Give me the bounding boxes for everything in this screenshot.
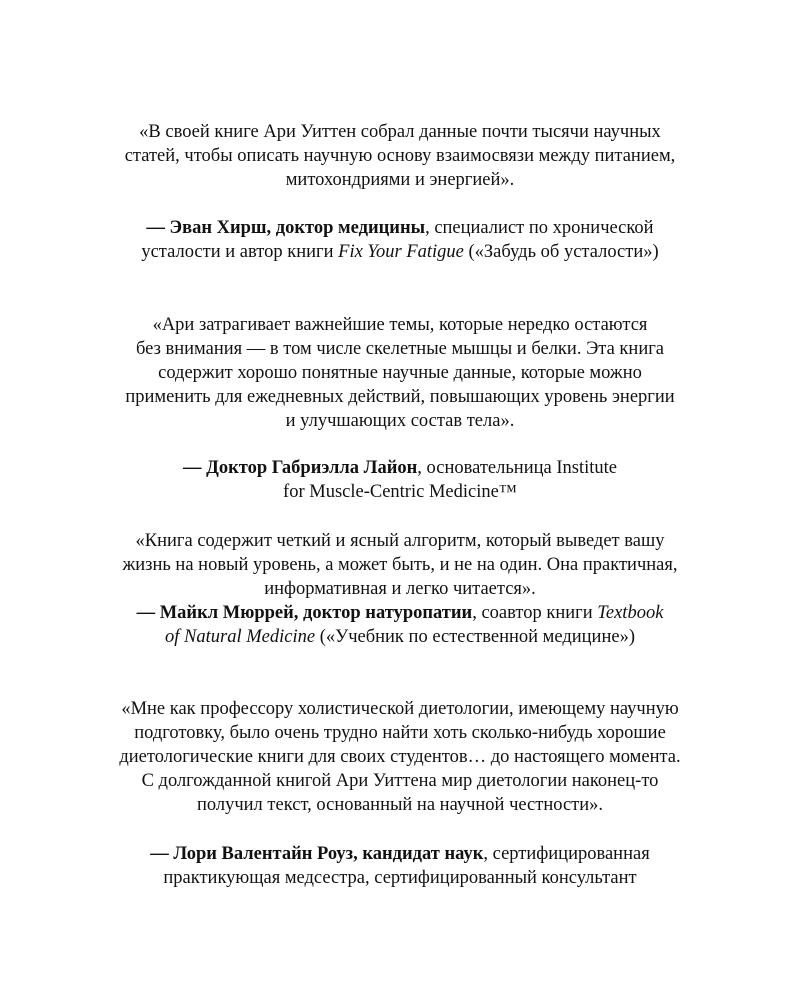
quote-line: «Книга содержит четкий и ясный алгоритм, который выведет вашу: [135, 531, 665, 551]
author-name: — Майкл Мюррей, доктор натуропатии: [136, 603, 473, 623]
quote-line: применить для ежедневных действий, повышающих уровень энергии: [125, 387, 675, 407]
blurb-attribution: [0, 842, 800, 890]
author-name: — Эван Хирш, доктор медицины: [146, 218, 426, 238]
author-role: , специалист по хронической: [425, 218, 654, 238]
book-title: Textbook: [597, 603, 664, 623]
author-role: , сертифицированная: [483, 844, 650, 864]
quote-line: жизнь на новый уровень, а может быть, и не на один. Она практичная,: [122, 555, 678, 575]
quote-line: без внимания — в том числе скелетные мышцы и белки. Эта книга: [135, 339, 665, 359]
attribution-line: [0, 480, 800, 504]
quote-line: получил текст, основанный на научной честности».: [196, 795, 604, 815]
attribution-line: [0, 216, 800, 240]
attribution-line: [0, 601, 800, 625]
quote-line: статей, чтобы описать научную основу взаимосвязи между питанием,: [124, 146, 676, 166]
author-name: — Доктор Габриэлла Лайон: [183, 458, 418, 478]
attribution-line: [0, 866, 800, 890]
blurb-attribution: [0, 456, 800, 504]
quote-line: содержит хорошо понятные научные данные, которые можно: [158, 363, 642, 383]
attribution-line: [0, 240, 800, 264]
attribution-line: [0, 456, 800, 480]
blurb-quote: [0, 529, 800, 601]
quote-line: «Мне как профессору холистической диетологии, имеющему научную: [121, 699, 679, 719]
book-title: of Natural Medicine: [165, 627, 316, 647]
quote-line: и улучшающих состав тела».: [285, 411, 515, 431]
blurb-quote: [0, 697, 800, 817]
quote-line: информативная и легко читается».: [264, 579, 536, 599]
quote-line: «Ари затрагивает важнейшие темы, которые нередко остаются: [152, 315, 648, 335]
author-role: практикующая медсестра, сертифицированный консультант: [163, 868, 637, 888]
quote-line: диетологические книги для своих студентов… до настоящего момента.: [119, 747, 681, 767]
author-role: , соавтор книги: [472, 603, 598, 623]
author-name: — Лори Валентайн Роуз, кандидат наук: [150, 844, 484, 864]
blurb-quote: [0, 313, 800, 433]
book-title-translation: («Забудь об усталости»): [463, 242, 659, 262]
book-title-translation: («Учебник по естественной медицине»): [315, 627, 635, 647]
blurb-attribution: [0, 216, 800, 264]
author-role: for Muscle-Centric Medicine™: [283, 482, 517, 502]
quote-line: «В своей книге Ари Уиттен собрал данные почти тысячи научных: [139, 122, 661, 142]
author-role: усталости и автор книги: [141, 242, 339, 262]
book-title: Fix Your Fatigue: [338, 242, 464, 262]
author-role: , основательница Institute: [417, 458, 617, 478]
attribution-line: [0, 625, 800, 649]
blurb-attribution: [0, 601, 800, 649]
blurb-quote: [0, 120, 800, 192]
quote-line: С долгожданной книгой Ари Уиттена мир диетологии наконец-то: [141, 771, 659, 791]
quote-line: митохондриями и энергией».: [285, 170, 515, 190]
quote-line: подготовку, было очень трудно найти хоть сколько-нибудь хорошие: [134, 723, 666, 743]
attribution-line: [0, 842, 800, 866]
